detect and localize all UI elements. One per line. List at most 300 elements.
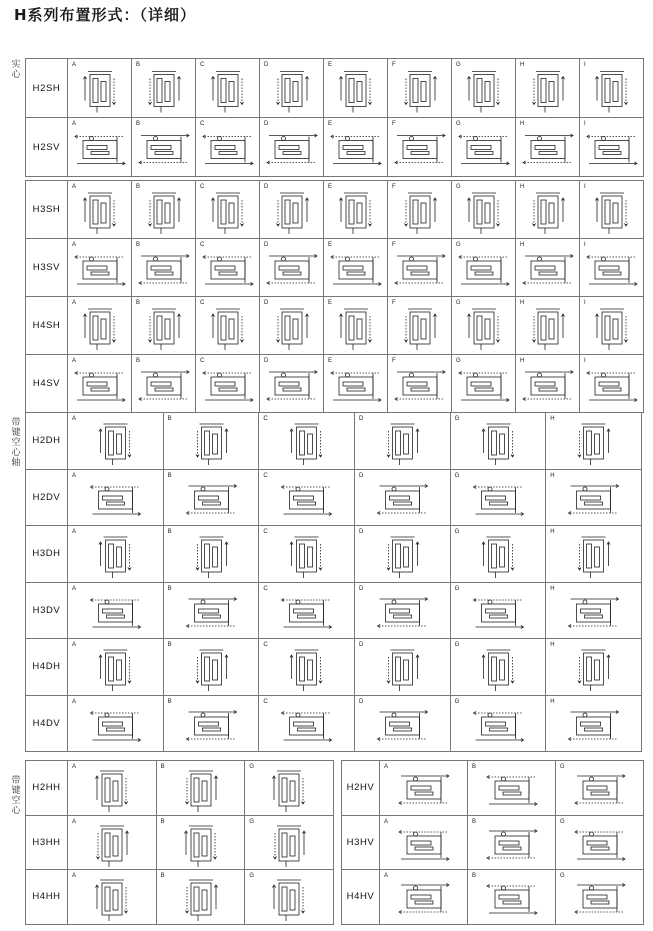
arrangement-cell — [68, 695, 164, 752]
arrangement-letter: B — [136, 242, 141, 248]
arrangement-letter: B — [136, 300, 141, 306]
arrangement-cell — [324, 118, 388, 177]
arrangement-letter: H — [550, 472, 555, 479]
arrangement-cell — [452, 59, 516, 118]
arrangement-cell — [196, 118, 260, 177]
row-label: H2SH — [26, 59, 68, 118]
layout-table — [341, 760, 644, 925]
group-side-label: 带 键 空 心 — [11, 776, 21, 816]
arrangement-letter: B — [167, 472, 172, 479]
arrangement-diagram — [164, 413, 259, 469]
arrangement-diagram — [451, 413, 546, 469]
table-row — [26, 413, 642, 470]
arrangement-diagram — [196, 59, 260, 118]
arrangement-letter: C — [200, 242, 205, 248]
arrangement-diagram — [452, 297, 516, 355]
arrangement-cell — [324, 239, 388, 297]
arrangement-cell — [196, 181, 260, 239]
arrangement-cell — [388, 59, 452, 118]
arrangement-diagram — [68, 639, 163, 695]
arrangement-cell — [380, 815, 468, 870]
arrangement-letter: G — [249, 818, 254, 825]
arrangement-diagram — [388, 181, 452, 239]
arrangement-letter: A — [384, 764, 389, 770]
arrangement-diagram — [164, 696, 259, 752]
arrangement-cell — [580, 181, 644, 239]
arrangement-cell — [546, 695, 642, 752]
row-label: H3HV — [342, 815, 380, 870]
arrangement-cell — [163, 469, 259, 526]
arrangement-cell — [163, 413, 259, 470]
arrangement-diagram — [196, 118, 260, 177]
arrangement-diagram — [468, 870, 556, 924]
arrangement-cell — [324, 355, 388, 413]
table-row — [26, 469, 642, 526]
arrangement-cell — [68, 413, 164, 470]
arrangement-diagram — [556, 761, 644, 815]
arrangement-diagram — [68, 239, 132, 297]
arrangement-cell — [388, 355, 452, 413]
arrangement-diagram — [516, 355, 580, 413]
arrangement-diagram — [196, 181, 260, 239]
arrangement-cell — [450, 413, 546, 470]
arrangement-letter: H — [550, 585, 555, 592]
arrangement-letter: D — [264, 300, 269, 306]
arrangement-diagram — [451, 526, 546, 582]
arrangement-cell — [354, 639, 450, 696]
arrangement-cell — [132, 59, 196, 118]
arrangement-letter: D — [264, 184, 269, 190]
arrangement-diagram — [556, 870, 644, 924]
arrangement-cell — [450, 526, 546, 583]
arrangement-diagram — [260, 59, 324, 118]
table-row — [26, 526, 642, 583]
arrangement-letter: G — [456, 300, 461, 306]
group-side-label: 实 心 — [11, 60, 21, 80]
arrangement-letter: G — [560, 873, 565, 879]
arrangement-diagram — [68, 816, 156, 870]
arrangement-cell — [68, 297, 132, 355]
arrangement-letter: B — [136, 121, 141, 127]
arrangement-letter: E — [328, 184, 333, 190]
arrangement-cell — [163, 639, 259, 696]
arrangement-diagram — [452, 355, 516, 413]
arrangement-cell — [450, 639, 546, 696]
arrangement-diagram — [380, 761, 468, 815]
arrangement-cell — [245, 870, 334, 925]
arrangement-letter: B — [472, 818, 477, 825]
arrangement-diagram — [324, 297, 388, 355]
arrangement-cell — [324, 59, 388, 118]
arrangement-letter: C — [200, 121, 205, 127]
arrangement-diagram — [260, 297, 324, 355]
arrangement-letter: F — [392, 121, 396, 127]
arrangement-cell — [516, 181, 580, 239]
arrangement-cell — [68, 181, 132, 239]
arrangement-letter: F — [392, 242, 396, 248]
arrangement-diagram — [452, 118, 516, 177]
table-row — [26, 695, 642, 752]
arrangement-letter: D — [358, 416, 364, 422]
arrangement-letter: H — [550, 642, 555, 648]
arrangement-cell — [546, 413, 642, 470]
arrangement-letter: A — [72, 242, 77, 248]
arrangement-letter: A — [384, 818, 389, 825]
arrangement-cell — [354, 582, 450, 639]
row-label: H4SH — [26, 297, 68, 355]
arrangement-letter: A — [72, 184, 77, 190]
row-label: H2DH — [26, 413, 68, 470]
row-label: H2HV — [342, 761, 380, 816]
table-row — [26, 181, 644, 239]
arrangement-diagram — [157, 816, 245, 870]
arrangement-diagram — [259, 696, 354, 752]
arrangement-cell — [324, 181, 388, 239]
arrangement-letter: G — [456, 184, 461, 190]
arrangement-cell — [450, 695, 546, 752]
arrangement-letter: F — [392, 62, 396, 68]
arrangement-diagram — [196, 239, 260, 297]
arrangement-cell — [259, 582, 355, 639]
arrangement-letter: B — [472, 764, 477, 770]
arrangement-diagram — [580, 239, 644, 297]
arrangement-letter: A — [72, 585, 77, 592]
arrangement-diagram — [451, 639, 546, 695]
arrangement-letter: G — [560, 818, 565, 825]
arrangement-diagram — [68, 297, 132, 355]
arrangement-diagram — [68, 761, 156, 815]
arrangement-diagram — [546, 470, 641, 526]
arrangement-cell — [324, 297, 388, 355]
arrangement-letter: E — [328, 62, 333, 68]
arrangement-diagram — [546, 526, 641, 582]
arrangement-diagram — [580, 297, 644, 355]
arrangement-diagram — [355, 470, 450, 526]
arrangement-cell — [516, 355, 580, 413]
arrangement-diagram — [546, 583, 641, 639]
arrangement-diagram — [68, 355, 132, 413]
arrangement-letter: H — [520, 300, 525, 306]
arrangement-cell — [450, 469, 546, 526]
arrangement-letter: B — [136, 62, 141, 68]
page-title: H系列布置形式：（详细） — [14, 6, 197, 24]
arrangement-cell — [245, 761, 334, 816]
arrangement-diagram — [132, 181, 196, 239]
arrangement-cell — [388, 181, 452, 239]
table-row — [342, 761, 644, 816]
arrangement-diagram — [468, 761, 556, 815]
arrangement-cell — [68, 761, 157, 816]
arrangement-letter: G — [249, 873, 254, 879]
arrangement-cell — [196, 59, 260, 118]
arrangement-cell — [132, 297, 196, 355]
arrangement-letter: C — [263, 529, 268, 535]
arrangement-letter: I — [584, 242, 586, 248]
arrangement-cell — [68, 118, 132, 177]
arrangement-cell — [468, 870, 556, 925]
arrangement-diagram — [380, 870, 468, 924]
arrangement-letter: F — [392, 358, 396, 364]
arrangement-cell — [260, 239, 324, 297]
arrangement-letter: B — [136, 358, 141, 364]
arrangement-letter: D — [358, 698, 364, 705]
layout-table — [25, 760, 334, 925]
arrangement-letter: D — [358, 472, 364, 479]
arrangement-cell — [132, 355, 196, 413]
arrangement-letter: I — [584, 62, 586, 68]
arrangement-letter: G — [454, 585, 460, 592]
arrangement-diagram — [546, 639, 641, 695]
arrangement-diagram — [68, 696, 163, 752]
arrangement-diagram — [164, 639, 259, 695]
arrangement-cell — [380, 761, 468, 816]
arrangement-letter: C — [263, 585, 268, 592]
arrangement-diagram — [451, 583, 546, 639]
arrangement-letter: H — [520, 358, 525, 364]
arrangement-diagram — [468, 816, 556, 870]
arrangement-letter: B — [167, 416, 172, 422]
arrangement-diagram — [324, 239, 388, 297]
arrangement-diagram — [388, 355, 452, 413]
arrangement-letter: D — [264, 242, 269, 248]
arrangement-diagram — [260, 239, 324, 297]
arrangement-letter: D — [264, 121, 269, 127]
arrangement-cell — [354, 469, 450, 526]
arrangement-diagram — [355, 639, 450, 695]
table-row — [342, 870, 644, 925]
arrangement-diagram — [324, 355, 388, 413]
arrangement-cell — [580, 297, 644, 355]
arrangement-cell — [68, 469, 164, 526]
arrangement-cell — [68, 870, 157, 925]
arrangement-cell — [259, 469, 355, 526]
arrangement-diagram — [68, 583, 163, 639]
arrangement-diagram — [259, 583, 354, 639]
arrangement-diagram — [451, 696, 546, 752]
arrangement-letter: A — [384, 873, 389, 879]
arrangement-letter: A — [72, 873, 77, 879]
arrangement-letter: A — [72, 300, 77, 306]
arrangement-letter: A — [72, 416, 77, 422]
arrangement-letter: C — [263, 698, 268, 705]
arrangement-cell — [68, 355, 132, 413]
arrangement-diagram — [556, 816, 644, 870]
arrangement-letter: A — [72, 62, 77, 68]
arrangement-letter: C — [200, 300, 205, 306]
arrangement-diagram — [516, 297, 580, 355]
arrangement-cell — [546, 639, 642, 696]
row-label: H3SH — [26, 181, 68, 239]
layout-table — [25, 296, 644, 413]
row-label: H2HH — [26, 761, 68, 816]
arrangement-cell — [260, 181, 324, 239]
arrangement-cell — [388, 297, 452, 355]
row-label: H3HH — [26, 815, 68, 870]
arrangement-letter: I — [584, 184, 586, 190]
arrangement-letter: G — [456, 121, 461, 127]
arrangement-cell — [354, 526, 450, 583]
arrangement-diagram — [68, 59, 132, 118]
arrangement-cell — [132, 118, 196, 177]
arrangement-cell — [556, 761, 644, 816]
arrangement-diagram — [380, 816, 468, 870]
arrangement-letter: I — [584, 358, 586, 364]
arrangement-letter: D — [264, 62, 269, 68]
arrangement-diagram — [132, 118, 196, 177]
arrangement-diagram — [452, 59, 516, 118]
arrangement-letter: C — [200, 358, 205, 364]
table-row — [26, 239, 644, 297]
arrangement-letter: B — [167, 698, 172, 705]
layout-table — [25, 58, 644, 177]
arrangement-letter: B — [167, 529, 172, 535]
arrangement-cell — [156, 870, 245, 925]
arrangement-cell — [546, 582, 642, 639]
arrangement-letter: G — [456, 358, 461, 364]
row-label: H4HV — [342, 870, 380, 925]
arrangement-diagram — [245, 761, 333, 815]
arrangement-diagram — [245, 870, 333, 924]
arrangement-diagram — [196, 355, 260, 413]
arrangement-letter: F — [392, 300, 396, 306]
arrangement-letter: C — [263, 472, 268, 479]
arrangement-diagram — [164, 470, 259, 526]
arrangement-diagram — [546, 696, 641, 752]
arrangement-letter: G — [249, 764, 254, 770]
arrangement-diagram — [164, 526, 259, 582]
arrangement-letter: I — [584, 300, 586, 306]
arrangement-letter: E — [328, 300, 333, 306]
arrangement-cell — [68, 59, 132, 118]
arrangement-diagram — [260, 118, 324, 177]
arrangement-cell — [260, 355, 324, 413]
arrangement-cell — [580, 118, 644, 177]
arrangement-diagram — [516, 181, 580, 239]
arrangement-cell — [452, 239, 516, 297]
arrangement-letter: G — [454, 642, 460, 648]
arrangement-diagram — [260, 355, 324, 413]
arrangement-diagram — [196, 297, 260, 355]
arrangement-letter: H — [550, 529, 555, 535]
table-row — [26, 59, 644, 118]
arrangement-diagram — [259, 526, 354, 582]
arrangement-diagram — [355, 696, 450, 752]
arrangement-diagram — [245, 816, 333, 870]
arrangement-diagram — [388, 59, 452, 118]
arrangement-letter: E — [328, 242, 333, 248]
row-label: H4DH — [26, 639, 68, 696]
table-row — [342, 815, 644, 870]
arrangement-diagram — [259, 639, 354, 695]
arrangement-cell — [516, 118, 580, 177]
arrangement-letter: G — [454, 416, 460, 422]
arrangement-letter: E — [328, 121, 333, 127]
arrangement-letter: A — [72, 764, 77, 770]
arrangement-diagram — [157, 761, 245, 815]
arrangement-diagram — [68, 526, 163, 582]
arrangement-cell — [354, 413, 450, 470]
arrangement-letter: B — [472, 873, 477, 879]
arrangement-cell — [163, 526, 259, 583]
arrangement-letter: A — [72, 818, 77, 825]
arrangement-letter: H — [520, 62, 525, 68]
arrangement-cell — [556, 870, 644, 925]
arrangement-cell — [196, 239, 260, 297]
table-row — [26, 639, 642, 696]
arrangement-cell — [156, 815, 245, 870]
arrangement-diagram — [546, 413, 641, 469]
row-label: H4DV — [26, 695, 68, 752]
table-row — [26, 355, 644, 413]
arrangement-cell — [452, 355, 516, 413]
layout-table — [25, 180, 644, 297]
arrangement-cell — [516, 239, 580, 297]
arrangement-letter: H — [520, 121, 525, 127]
arrangement-cell — [259, 695, 355, 752]
table-row — [26, 582, 642, 639]
arrangement-letter: I — [584, 121, 586, 127]
arrangement-cell — [196, 355, 260, 413]
arrangement-diagram — [452, 181, 516, 239]
arrangement-letter: G — [560, 764, 565, 770]
arrangement-diagram — [68, 870, 156, 924]
table-row — [26, 118, 644, 177]
table-row — [26, 815, 334, 870]
arrangement-diagram — [580, 59, 644, 118]
arrangement-letter: H — [520, 184, 525, 190]
arrangement-letter: G — [454, 698, 460, 705]
arrangement-letter: A — [72, 642, 77, 648]
arrangement-diagram — [388, 239, 452, 297]
arrangement-diagram — [132, 355, 196, 413]
arrangement-letter: C — [200, 62, 205, 68]
arrangement-diagram — [324, 181, 388, 239]
arrangement-letter: A — [72, 529, 77, 535]
arrangement-diagram — [68, 181, 132, 239]
arrangement-cell — [156, 761, 245, 816]
arrangement-cell — [380, 870, 468, 925]
arrangement-letter: C — [200, 184, 205, 190]
arrangement-letter: C — [263, 416, 268, 422]
row-label: H3DV — [26, 582, 68, 639]
arrangement-letter: H — [520, 242, 525, 248]
layout-table — [25, 412, 642, 752]
arrangement-diagram — [324, 59, 388, 118]
arrangement-diagram — [157, 870, 245, 924]
arrangement-letter: A — [72, 472, 77, 479]
arrangement-cell — [516, 59, 580, 118]
arrangement-cell — [556, 815, 644, 870]
arrangement-diagram — [355, 413, 450, 469]
table-row — [26, 761, 334, 816]
arrangement-diagram — [132, 59, 196, 118]
arrangement-cell — [196, 297, 260, 355]
arrangement-diagram — [516, 239, 580, 297]
arrangement-cell — [388, 118, 452, 177]
row-label: H3DH — [26, 526, 68, 583]
arrangement-cell — [132, 181, 196, 239]
arrangement-diagram — [580, 181, 644, 239]
arrangement-letter: A — [72, 121, 77, 127]
arrangement-cell — [259, 639, 355, 696]
arrangement-letter: B — [136, 184, 141, 190]
arrangement-diagram — [388, 297, 452, 355]
arrangement-cell — [68, 639, 164, 696]
arrangement-diagram — [259, 413, 354, 469]
arrangement-letter: B — [160, 873, 165, 879]
table-row — [26, 870, 334, 925]
arrangement-cell — [516, 297, 580, 355]
